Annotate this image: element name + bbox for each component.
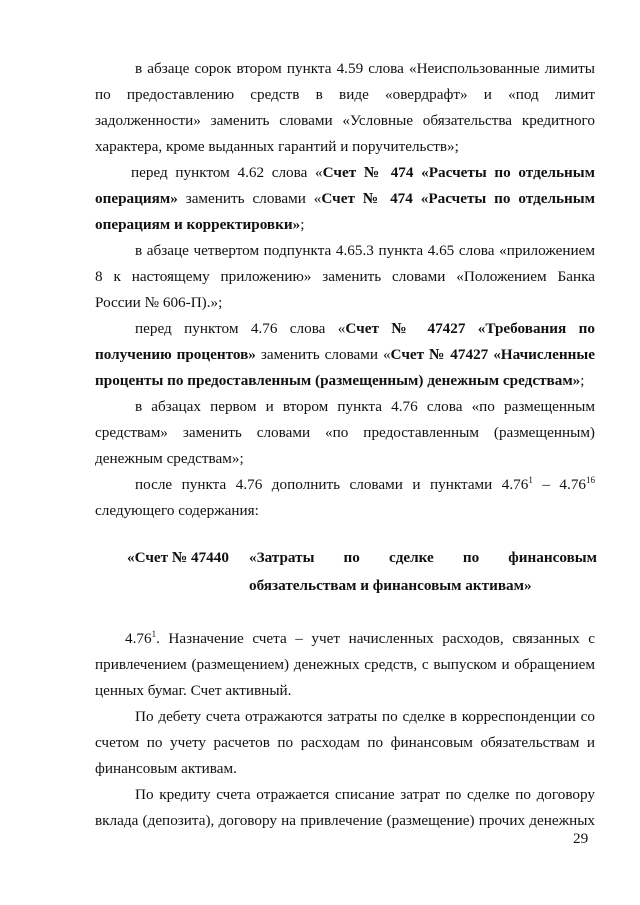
paragraph-text-start: после пункта 4.76 дополнить словами и пунктами 4.76 bbox=[135, 476, 529, 493]
heading-line-1 bbox=[127, 544, 597, 572]
paragraph-text: в абзаце сорок втором пункта 4.59 слова «Неиспользованные лимиты по предоставлению средств в виде «овердрафт» и «под лимит задолженности» заменить словами «Условные обязательства кредитного характера, кроме выданных гарантий и поручительств»; bbox=[95, 60, 595, 155]
paragraph-4-76-1 bbox=[95, 626, 595, 704]
paragraph-4-59-amendment bbox=[95, 56, 595, 160]
paragraph-text: По кредиту счета отражается списание затрат по сделке по договору вклада (депозита), договору на привлечение (размещение) прочих денежных bbox=[95, 786, 595, 829]
account-title-line-2: обязательствам и финансовым активам» bbox=[249, 577, 532, 594]
paragraph-text-start: перед пунктом 4.62 слова « bbox=[131, 164, 323, 181]
paragraph-text: . Назначение счета – учет начисленных расходов, связанных с привлечением (размещением) денежных средств, с выпуском и обращением ценных бумаг. Счет активный. bbox=[95, 630, 595, 699]
paragraph-text-start: перед пунктом 4.76 слова « bbox=[135, 320, 346, 337]
old-account-name: Счет № 474 «Расчеты по отдельным операциям» bbox=[95, 164, 595, 207]
paragraph-text: в абзацах первом и втором пункта 4.76 слова «по размещенным средствам» заменить словами «по предоставленным (размещенным) денежным средствам»; bbox=[95, 398, 595, 467]
paragraph-4-76-text-amendment bbox=[95, 394, 595, 472]
item-number: 4.76 bbox=[125, 630, 152, 647]
paragraph-new-items bbox=[95, 472, 595, 524]
paragraph-text-mid: заменить словами « bbox=[255, 346, 391, 363]
paragraph-text-end: следующего содержания: bbox=[95, 502, 259, 519]
paragraph-text-mid: – 4.76 bbox=[532, 476, 586, 493]
paragraph-text-end: ; bbox=[300, 216, 305, 233]
superscript: 16 bbox=[586, 475, 595, 485]
new-account-name: Счет № 474 «Расчеты по отдельным операциям и корректировки» bbox=[95, 190, 596, 233]
new-account-name: Счет № 47427 «Начисленные проценты по предоставленным (размещенным) денежным средствам» bbox=[95, 346, 596, 389]
account-heading bbox=[127, 544, 597, 600]
paragraph-credit bbox=[95, 782, 595, 834]
account-title-line-1: «Затраты по сделке по финансовым bbox=[249, 549, 597, 566]
paragraph-4-65-amendment bbox=[95, 238, 595, 316]
old-account-name: Счет № 47427 «Требования по получению процентов» bbox=[95, 320, 595, 363]
superscript: 1 bbox=[528, 475, 533, 485]
paragraph-text-end: ; bbox=[580, 372, 585, 389]
paragraph-text: в абзаце четвертом подпункта 4.65.3 пункта 4.65 слова «приложением 8 к настоящему приложению» заменить словами «Положением Банка России № 606-П).»; bbox=[95, 242, 595, 311]
paragraph-text-mid: заменить словами « bbox=[177, 190, 322, 207]
paragraph-4-62-amendment bbox=[95, 160, 595, 238]
superscript: 1 bbox=[151, 629, 157, 639]
paragraph-debit bbox=[95, 704, 595, 782]
account-number: «Счет № 47440 bbox=[127, 549, 229, 566]
page-number: 29 bbox=[573, 830, 589, 847]
paragraph-4-76-heading-amendment bbox=[95, 316, 595, 394]
paragraph-text: По дебету счета отражаются затраты по сделке в корреспонденции со счетом по учету расчетов по расходам по финансовым обязательствам и финансовым активам. bbox=[95, 708, 595, 777]
